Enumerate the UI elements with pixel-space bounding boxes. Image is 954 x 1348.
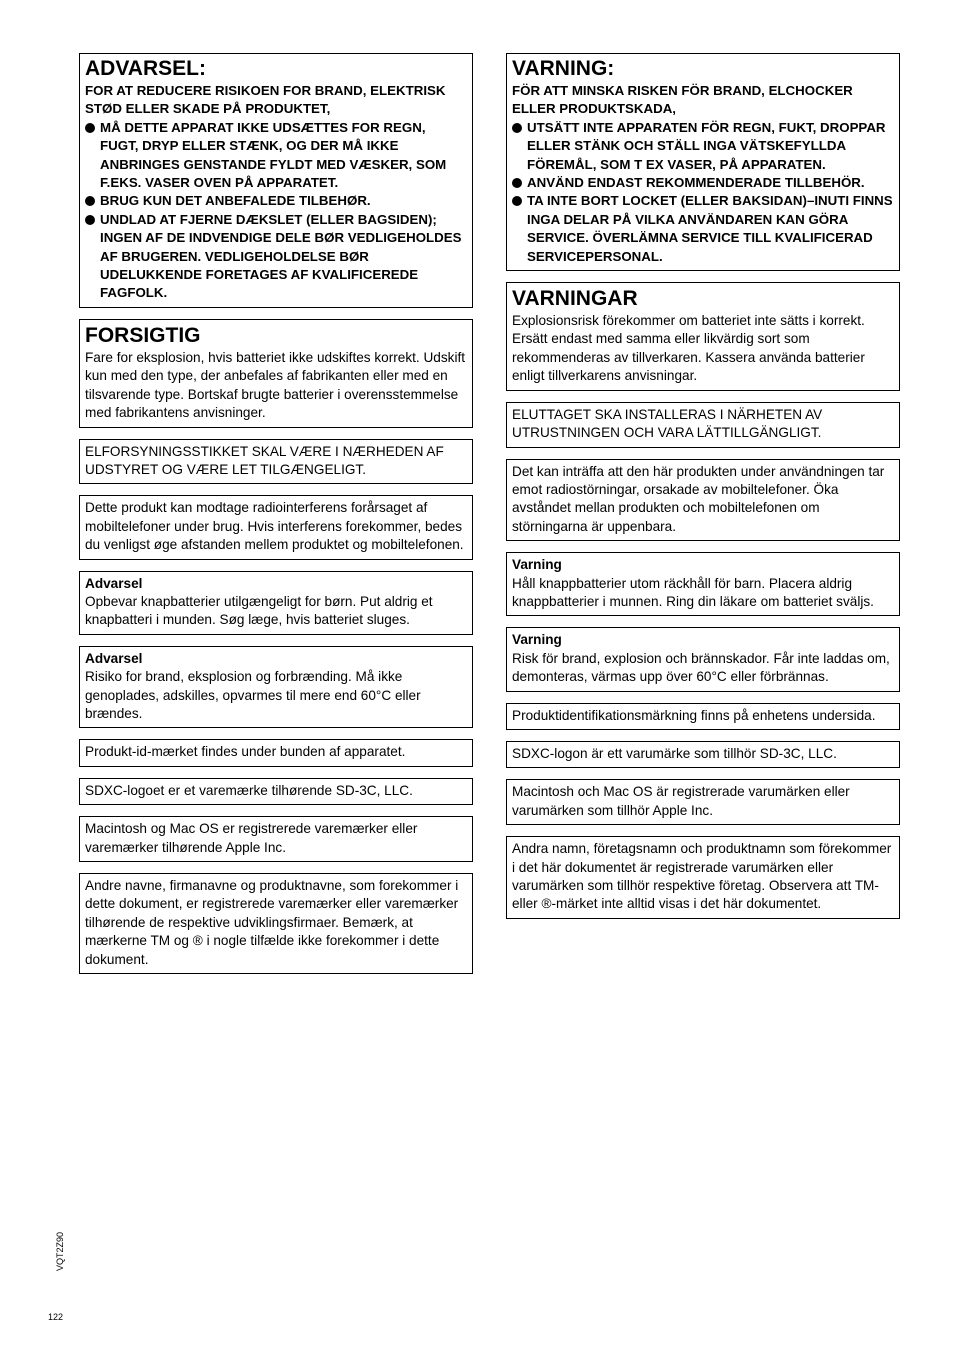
product-id-text: Produktidentifikationsmärkning finns på enhetens undersida. — [512, 707, 876, 723]
interference-box — [506, 459, 900, 542]
mac-box — [79, 816, 473, 862]
caution-box — [79, 319, 473, 428]
button-battery-text: Opbevar knapbatterier utilgængeligt for børn. Put aldrig et knapbatteri i munden. Søg læge, hvis batteriet sluges. — [85, 593, 433, 628]
warning-bullet — [85, 192, 467, 210]
button-battery-text: Håll knappbatterier utom räckhåll för barn. Placera aldrig knappbatterier i munnen. Ring din läkare om batteriet sväljs. — [512, 575, 874, 609]
bullet-icon — [85, 123, 95, 133]
sdxc-box — [506, 741, 900, 768]
warning-bullet — [512, 192, 894, 266]
warning-title: ADVARSEL: — [85, 57, 206, 80]
warning-box — [506, 53, 900, 271]
bullet-icon — [85, 215, 95, 225]
plug-notice-box — [506, 402, 900, 448]
mac-text: Macintosh og Mac OS er registrerede varemærker eller varemærker tilhørende Apple Inc. — [85, 821, 418, 855]
other-names-box — [79, 873, 473, 974]
warning-bullet — [85, 211, 467, 303]
warning-intro: FOR AT REDUCERE RISIKOEN FOR BRAND, ELEKTRISK STØD ELLER SKADE PÅ PRODUKTET, — [85, 83, 446, 117]
interference-text: Det kan inträffa att den här produkten under användningen tar emot radiostörningar, orsakade av mobiltelefoner. Öka avståndet mellan produkten och mobiltelefonen om störningarna är uppenbara. — [512, 463, 885, 534]
warning-bullet-text: BRUG KUN DET ANBEFALEDE TILBEHØR. — [100, 193, 371, 209]
button-battery-heading: Varning — [512, 557, 562, 573]
fire-warning-box — [79, 646, 473, 729]
sdxc-text: SDXC-logoet er et varemærke tilhørende SD-3C, LLC. — [85, 782, 413, 798]
button-battery-box — [506, 552, 900, 616]
warning-bullet — [512, 119, 894, 174]
sdxc-box — [79, 778, 473, 805]
warning-bullet-text: ANVÄND ENDAST REKOMMENDERADE TILLBEHÖR. — [527, 175, 865, 191]
mac-text: Macintosh och Mac OS är registrerade varumärken eller varumärken som tillhör Apple Inc. — [512, 784, 850, 818]
page-number: 122 — [48, 1312, 64, 1322]
caution-box — [506, 282, 900, 391]
caution-text: Fare for eksplosion, hvis batteriet ikke udskiftes korrekt. Udskift kun med den type, der anbefales af fabrikanten eller med en tilsvarende type. Bortskaf brugte batterier i overensstemmelse med fabrikantens anvisninger. — [85, 349, 466, 421]
danish-column — [79, 53, 473, 985]
warning-bullet-text: TA INTE BORT LOCKET (ELLER BAKSIDAN)–INUTI FINNS INGA DELAR PÅ VILKA ANVÄNDAREN KAN GÖRA SERVICE. ÖVERLÄMNA SERVICE TILL KVALIFICERAD SERVICEPERSONAL. — [527, 193, 893, 264]
caution-text: Explosionsrisk förekommer om batteriet inte sätts i korrekt. Ersätt endast med samma eller likvärdig sort som rekommenderas av tillverkaren. Kassera använda batterier enligt tillverkarens anvisningar. — [512, 313, 865, 384]
fire-warning-heading: Varning — [512, 632, 562, 648]
sdxc-text: SDXC-logon är ett varumärke som tillhör SD-3C, LLC. — [512, 745, 837, 761]
fire-warning-box — [506, 627, 900, 691]
warning-bullet — [85, 119, 467, 193]
swedish-column — [506, 53, 900, 930]
plug-notice-box — [79, 439, 473, 485]
warning-box — [79, 53, 473, 308]
caution-title: FORSIGTIG — [85, 323, 201, 347]
interference-text: Dette produkt kan modtage radiointerferens forårsaget af mobiltelefoner under brug. Hvis interferens forekommer, bedes du venligst øge afstanden mellem produktet og mobiltelefonen. — [85, 500, 464, 553]
fire-warning-text: Risiko for brand, eksplosion og forbrænding. Må ikke genoplades, adskilles, opvarmes til mere end 60°C eller brændes. — [85, 669, 421, 721]
product-id-box — [506, 703, 900, 730]
other-names-text: Andre navne, firmanavne og produktnavne, som forekommer i dette dokument, er registrerede varemærker eller varemærker tilhørende de respektive udviklingsfirmaer. Bemærk, at mærkerne TM og ® i nogle tilfælde ikke forekommer i dette dokument. — [85, 878, 459, 967]
bullet-icon — [512, 196, 522, 206]
warning-bullet-text: UNDLAD AT FJERNE DÆKSLET (ELLER BAGSIDEN); INGEN AF DE INDVENDIGE DELE BØR VEDLIGEHOLDES AF BRUGEREN. VEDLIGEHOLDELSE BØR UDELUKKENDE FORETAGES AF KVALIFICEREDE FAGFOLK. — [100, 211, 462, 301]
caution-title: VARNINGAR — [512, 287, 638, 311]
warning-title: VARNING: — [512, 57, 615, 80]
bullet-icon — [512, 178, 522, 188]
button-battery-box — [79, 571, 473, 635]
interference-box — [79, 495, 473, 559]
warning-bullet-text: MÅ DETTE APPARAT IKKE UDSÆTTES FOR REGN, FUGT, DRYP ELLER STÆNK, OG DER MÅ IKKE ANBRINGES GENSTANDE FYLDT MED VÆSKER, SOM F.EKS. VASER OVEN PÅ APPARATET. — [100, 119, 447, 191]
document-code: VQT2Z90 — [55, 1231, 65, 1271]
product-id-box — [79, 739, 473, 766]
product-id-text: Produkt-id-mærket findes under bunden af apparatet. — [85, 744, 406, 760]
button-battery-heading: Advarsel — [85, 575, 143, 591]
other-names-box — [506, 836, 900, 919]
warning-intro: FÖR ATT MINSKA RISKEN FÖR BRAND, ELCHOCKER ELLER PRODUKTSKADA, — [512, 83, 853, 117]
other-names-text: Andra namn, företagsnamn och produktnamn som förekommer i det här dokumentet är registrerade varumärken eller varumärken som tillhör respektive företag. Observera att TM- eller ®-märket inte alltid visas i det här dokumentet. — [512, 841, 892, 912]
bullet-icon — [512, 123, 522, 133]
warning-bullet-text: UTSÄTT INTE APPARATEN FÖR REGN, FUKT, DROPPAR ELLER STÄNK OCH STÄLL INGA VÄTSKEFYLLDA FÖREMÅL, SOM T EX VASER, PÅ APPARATEN. — [527, 119, 886, 172]
plug-notice-text: ELFORSYNINGSSTIKKET SKAL VÆRE I NÆRHEDEN AF UDSTYRET OG VÆRE LET TILGÆNGELIGT. — [85, 443, 444, 477]
bullet-icon — [85, 196, 95, 206]
mac-box — [506, 779, 900, 825]
fire-warning-text: Risk för brand, explosion och brännskador. Får inte laddas om, demonteras, värmas upp över 60°C eller förbrännas. — [512, 650, 890, 685]
fire-warning-heading: Advarsel — [85, 650, 143, 666]
plug-notice-text: ELUTTAGET SKA INSTALLERAS I NÄRHETEN AV UTRUSTNINGEN OCH VARA LÄTTILLGÄNGLIGT. — [512, 406, 823, 441]
warning-bullet — [512, 174, 894, 192]
